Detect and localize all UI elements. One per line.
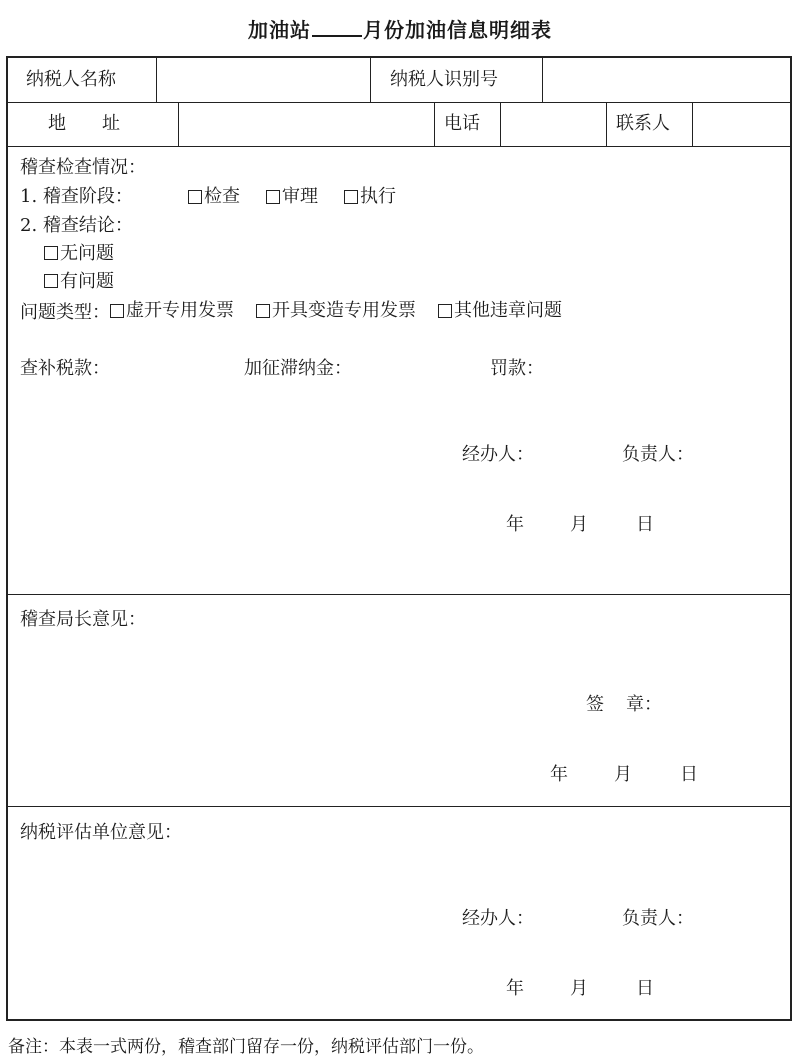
col-divider [370,58,371,102]
col-divider [692,102,693,146]
checkbox-icon[interactable] [266,190,280,204]
date-year: 年 [550,764,568,785]
col-divider [156,58,157,102]
col-divider [500,102,501,146]
row-divider-1 [8,102,790,103]
late-fee-label: 加征滞纳金： [244,358,352,379]
stage-label: 1. 稽查阶段： [20,186,133,207]
fine-label: 罚款： [490,358,544,379]
problem-type-option-altered-invoice[interactable]: 开具变造专用发票 [256,300,416,322]
handler-label: 经办人： [462,444,534,465]
stage-option-execute[interactable]: 执行 [344,186,396,208]
inspection-heading: 稽查检查情况： [20,157,146,178]
checkbox-icon[interactable] [44,246,58,260]
date-month: 月 [570,978,588,999]
col-divider [606,102,607,146]
assessment-heading: 纳税评估单位意见： [20,822,182,843]
row-divider-2 [8,146,790,147]
info-form [6,56,792,1021]
taxpayer-name-field[interactable] [158,60,368,100]
checkbox-icon[interactable] [110,304,124,318]
form-title [0,14,800,43]
contact-field[interactable] [694,104,786,144]
col-divider [542,58,543,102]
checkbox-icon[interactable] [188,190,202,204]
date-day: 日 [636,978,654,999]
responsible-label: 负责人： [622,908,694,929]
problem-type-label: 问题类型： [20,302,110,323]
back-tax-label: 查补税款： [20,358,110,379]
date-day: 日 [636,514,654,535]
problem-type-option-false-invoice[interactable]: 虚开专用发票 [110,300,234,322]
title-prefix: 加油站 [248,18,311,42]
director-heading: 稽查局长意见： [20,609,146,630]
station-name-blank[interactable] [312,17,362,37]
address-label: 地 址 [48,113,120,134]
date-month: 月 [614,764,632,785]
phone-label: 电话 [444,113,480,134]
col-divider [434,102,435,146]
checkbox-icon[interactable] [256,304,270,318]
taxpayer-name-label: 纳税人名称 [26,69,116,90]
conclusion-label: 2. 稽查结论： [20,215,133,236]
section-divider-2 [8,806,790,807]
responsible-label: 负责人： [622,444,694,465]
seal-label: 签 章： [586,694,662,715]
problem-type-option-other[interactable]: 其他违章问题 [438,300,562,322]
contact-label: 联系人 [616,113,670,134]
conclusion-option-no-problem[interactable]: 无问题 [44,243,114,265]
conclusion-option-has-problem[interactable]: 有问题 [44,271,114,293]
handler-label: 经办人： [462,908,534,929]
taxpayer-id-field[interactable] [544,60,784,100]
date-day: 日 [680,764,698,785]
address-field[interactable] [180,104,432,144]
stage-options [188,186,422,210]
date-month: 月 [570,514,588,535]
date-year: 年 [506,514,524,535]
phone-field[interactable] [502,104,604,144]
footer-note: 备注：本表一式两份，稽查部门留存一份，纳税评估部门一份。 [8,1037,484,1057]
stage-option-check[interactable]: 检查 [188,186,240,208]
problem-type-row [20,300,588,324]
date-year: 年 [506,978,524,999]
taxpayer-id-label: 纳税人识别号 [390,69,498,90]
section-divider-1 [8,594,790,595]
checkbox-icon[interactable] [438,304,452,318]
title-suffix: 月份加油信息明细表 [363,18,552,42]
checkbox-icon[interactable] [44,274,58,288]
checkbox-icon[interactable] [344,190,358,204]
col-divider [178,102,179,146]
stage-option-review[interactable]: 审理 [266,186,318,208]
